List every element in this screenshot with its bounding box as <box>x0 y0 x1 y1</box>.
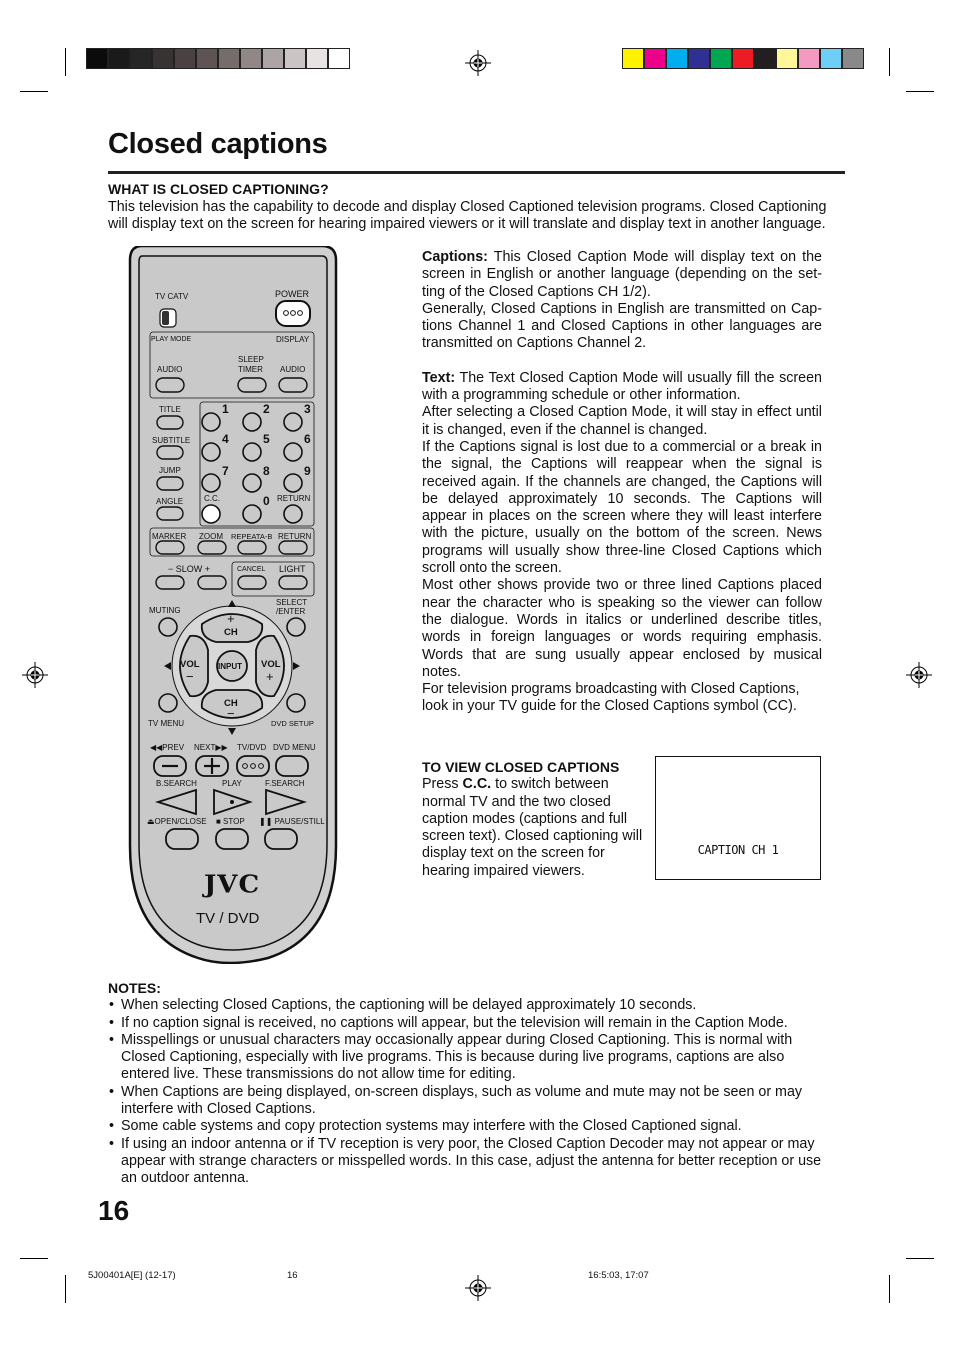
color-swatch <box>666 48 688 69</box>
title-rule <box>108 171 845 174</box>
remote-label-play-mode: PLAY MODE <box>151 336 192 343</box>
remote-label-slow: − SLOW + <box>168 564 211 574</box>
page-title: Closed captions <box>108 128 328 160</box>
gray-swatch <box>152 48 174 69</box>
caption-modes-column <box>422 249 822 716</box>
remote-label-light: LIGHT <box>279 564 306 574</box>
remote-label-tv-dvd: TV/DVD <box>237 743 267 752</box>
remote-label-subtitle: SUBTITLE <box>152 436 191 445</box>
remote-label-vol-left: VOL <box>180 659 200 670</box>
remote-label-f-search: F.SEARCH <box>265 779 305 788</box>
remote-vol-plus: + <box>266 669 274 684</box>
remote-label-audio-2: AUDIO <box>280 365 306 374</box>
color-swatch <box>798 48 820 69</box>
remote-label-cc: C.C. <box>204 494 220 503</box>
remote-key-3: 3 <box>304 402 311 416</box>
color-swatch <box>754 48 776 69</box>
remote-key-6: 6 <box>304 432 311 446</box>
intro-section <box>108 181 828 234</box>
remote-ch-down-minus: − <box>227 706 235 721</box>
color-swatch <box>820 48 842 69</box>
color-swatch <box>688 48 710 69</box>
to-view-section <box>422 759 650 880</box>
to-view-text <box>422 776 650 880</box>
remote-label-open-close: ⏏OPEN/CLOSE <box>147 817 207 826</box>
intro-text: This television has the capability to decode and display Closed Captioned television programs. Closed Captioning will display text on the screen for hearing impaired viewers or it will translate and display text in another language. <box>108 199 827 233</box>
remote-label-cancel: CANCEL <box>237 566 266 573</box>
remote-control-illustration <box>128 246 338 964</box>
intro-heading: WHAT IS CLOSED CAPTIONING? <box>108 181 329 197</box>
gray-swatch <box>306 48 328 69</box>
jvc-logo: JVC <box>204 870 261 900</box>
remote-label-return-2: RETURN <box>278 532 312 541</box>
remote-ch-up-plus: + <box>227 611 235 626</box>
captions-paragraph <box>422 249 822 301</box>
gray-swatch <box>240 48 262 69</box>
remote-key-1: 1 <box>222 402 229 416</box>
remote-key-5: 5 <box>263 432 270 446</box>
remote-label-dvd-setup: DVD SETUP <box>271 719 314 728</box>
color-swatch <box>842 48 864 69</box>
gray-swatch <box>86 48 108 69</box>
remote-label-prev: ◀◀PREV <box>150 743 185 752</box>
list-item: • When Captions are being displayed, on-screen displays, such as volume and mute may not be seen or may interfere with Closed Captions. <box>108 1084 828 1119</box>
remote-label-play: PLAY <box>222 779 242 788</box>
color-swatch <box>644 48 666 69</box>
text-text-1: The Text Closed Caption Mode will usually fill the screen with a programming schedule or other information. <box>422 369 822 404</box>
gray-swatch <box>174 48 196 69</box>
cc-key-label: C.C. <box>462 776 492 793</box>
captions-text-1: This Closed Caption Mode will display text on the screen in English or another language (depending on the set-ting of the Closed Captions CH 1/2). <box>422 249 822 300</box>
remote-key-0: 0 <box>263 494 270 508</box>
remote-label-zoom: ZOOM <box>199 532 223 541</box>
remote-label-repeat: REPEATA-B <box>231 532 273 541</box>
gray-swatch <box>262 48 284 69</box>
remote-label-dvd-menu: DVD MENU <box>273 743 316 752</box>
list-item: • Misspellings or unusual characters may occasionally appear during Closed Captioning. This is normal with Closed Captioning, especially with live programs. This is because during live programs, captions are also entered live. These transmissions do not allow time for editing. <box>108 1032 828 1084</box>
remote-vol-minus: − <box>186 669 194 684</box>
captions-label: Captions: <box>422 249 488 265</box>
caption-screen-text: CAPTION CH 1 <box>697 843 779 857</box>
page-number: 16 <box>98 1195 130 1226</box>
remote-model-label: TV / DVD <box>196 910 260 927</box>
remote-label-pause: ❚❚ PAUSE/STILL <box>259 817 325 826</box>
notes-list <box>108 997 828 1187</box>
remote-key-2: 2 <box>263 402 270 416</box>
remote-label-audio: AUDIO <box>157 365 183 374</box>
footer-code: 5J00401A[E] (12-17) <box>88 1270 176 1281</box>
remote-label-ch-down: CH <box>224 698 238 709</box>
remote-label-input: INPUT <box>218 662 242 671</box>
gray-swatch <box>284 48 306 69</box>
registration-mark-icon <box>465 50 491 76</box>
remote-label-select: SELECT <box>276 598 308 607</box>
remote-label-angle: ANGLE <box>156 497 184 506</box>
list-item: • When selecting Closed Captions, the captioning will be delayed approximately 10 seconds. <box>108 997 828 1014</box>
gray-swatch <box>130 48 152 69</box>
remote-label-jump: JUMP <box>159 466 181 475</box>
registration-mark-icon <box>906 662 932 688</box>
color-swatch <box>622 48 644 69</box>
footer-page: 16 <box>287 1270 298 1281</box>
remote-label-b-search: B.SEARCH <box>156 779 197 788</box>
text-text-4: Most other shows provide two or three lined Captions placed near the character who is speaking so the viewer can follow the dialogue. Words in italics or underlined describe titles, words in foreign languages or words requiring emphasis. Words that are sung usually appear enclosed by musical notes. <box>422 577 822 680</box>
remote-label-title: TITLE <box>159 405 181 414</box>
remote-label-tv-menu: TV MENU <box>148 719 184 728</box>
registration-mark-icon <box>22 662 48 688</box>
notes-section <box>108 980 828 1188</box>
gray-swatch <box>196 48 218 69</box>
press-label: Press <box>422 776 463 793</box>
remote-label-stop: ■ STOP <box>216 817 245 826</box>
text-text-3: If the Captions signal is lost due to a commercial or a break in the signal, the Captions will reappear when the signal is received again. If the channels are changed, the Captions will be delayed approximately 10 seconds. The Captions will appear in places on the screen where they will least interfere with the picture, usually on the bottom of the screen. News programs will usually show three-line Closed Captions which scroll onto the screen. <box>422 438 822 577</box>
list-item: • If no caption signal is received, no captions will appear, but the television will remain in the Caption Mode. <box>108 1015 828 1032</box>
text-label: Text: <box>422 369 456 386</box>
footer-timestamp: 16:5:03, 17:07 <box>588 1270 649 1281</box>
remote-label-tv-catv: TV CATV <box>155 292 189 301</box>
remote-label-marker: MARKER <box>152 532 187 541</box>
color-swatch <box>776 48 798 69</box>
text-text-2: After selecting a Closed Caption Mode, it will stay in effect until it is changed, even if the channel is changed. <box>422 404 822 438</box>
remote-label-vol-right: VOL <box>261 659 281 670</box>
registration-mark-icon <box>465 1275 491 1301</box>
remote-label-enter: /ENTER <box>276 607 306 616</box>
remote-label-display: DISPLAY <box>276 335 310 344</box>
list-item: • Some cable systems and copy protection systems may interfere with the Closed Captioned signal. <box>108 1118 828 1135</box>
remote-key-4: 4 <box>222 432 229 446</box>
tv-screen-preview <box>655 756 821 880</box>
remote-label-next: NEXT▶▶ <box>194 743 228 752</box>
notes-heading: NOTES: <box>108 980 161 996</box>
remote-key-7: 7 <box>222 464 229 478</box>
remote-key-8: 8 <box>263 464 270 478</box>
color-swatch <box>732 48 754 69</box>
gray-swatch <box>218 48 240 69</box>
list-item: • If using an indoor antenna or if TV reception is very poor, the Closed Caption Decoder may not appear or may appear with strange characters or misspelled words. In this case, adjust the antenna for better reception or use an outdoor antenna. <box>108 1136 828 1188</box>
gray-swatch <box>108 48 130 69</box>
color-swatch <box>710 48 732 69</box>
remote-label-ch-up: CH <box>224 627 238 638</box>
to-view-description: to switch between normal TV and the two closed caption modes (captions and full screen text). Closed captioning will display text on the screen for hearing impaired viewers. <box>422 776 643 879</box>
to-view-heading: TO VIEW CLOSED CAPTIONS <box>422 759 620 775</box>
remote-label-timer: TIMER <box>238 365 263 374</box>
remote-label-muting: MUTING <box>149 606 181 615</box>
text-text-5: For television programs broadcasting with Closed Captions, look in your TV guide for the Closed Captions symbol (CC). <box>422 681 800 715</box>
remote-key-9: 9 <box>304 464 311 478</box>
gray-swatch <box>328 48 350 69</box>
remote-label-power: POWER <box>275 289 310 299</box>
captions-text-2: Generally, Closed Captions in English are transmitted on Cap-tions Channel 1 and Closed Captions in other languages are transmitted on Captions Channel 2. <box>422 300 822 352</box>
remote-label-return: RETURN <box>277 494 311 503</box>
remote-label-sleep: SLEEP <box>238 355 264 364</box>
text-paragraph <box>422 370 822 405</box>
